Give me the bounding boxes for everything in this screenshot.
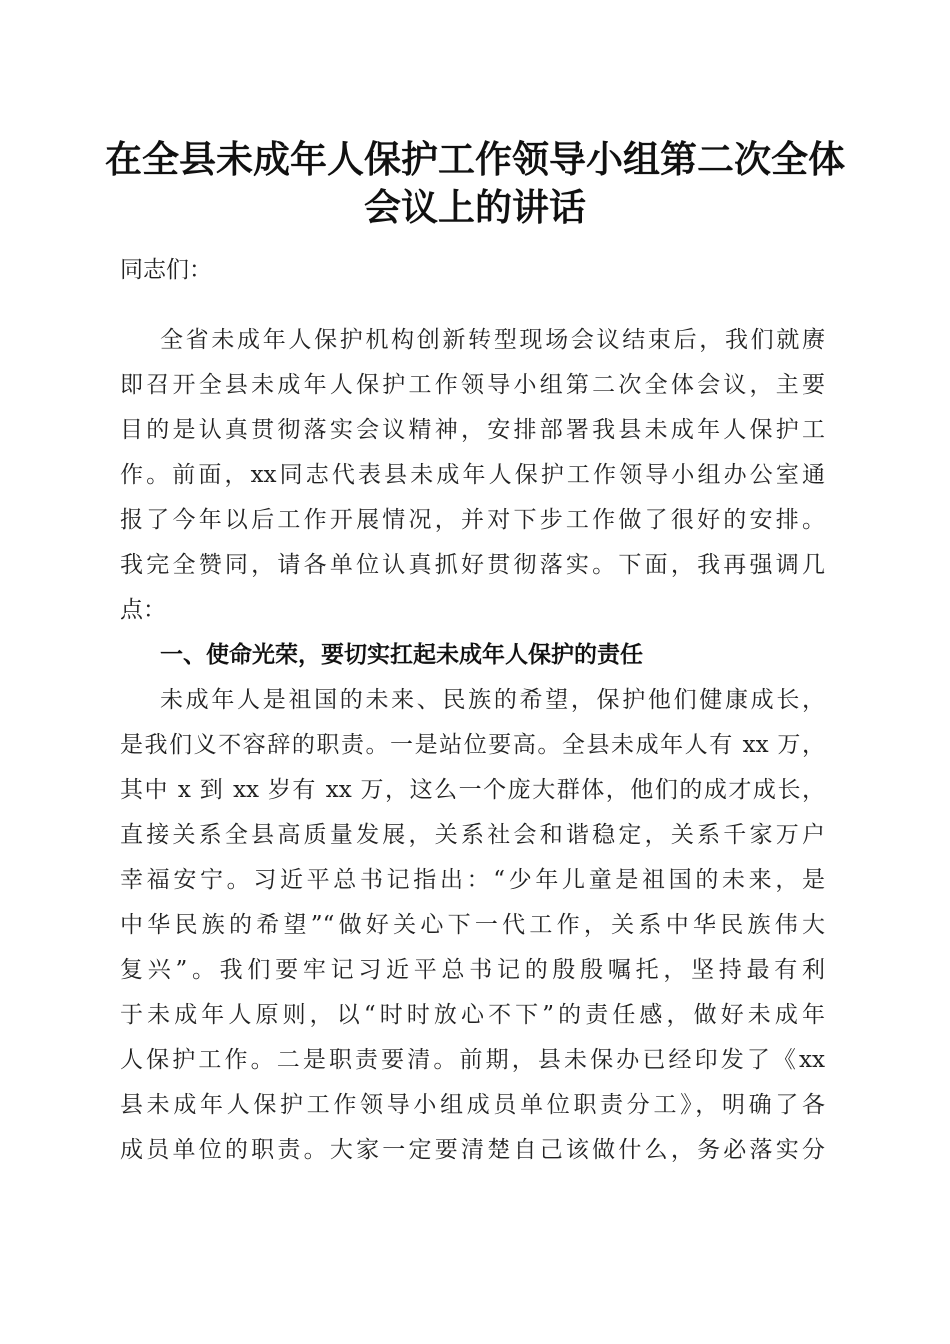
section-heading: 一、使命光荣，要切实扛起未成年人保护的责任 xyxy=(160,642,643,668)
paragraph-line: 作。前面，xx同志代表县未成年人保护工作领导小组办公室通 xyxy=(120,462,825,488)
paragraph-line: 复兴”。我们要牢记习近平总书记的殷殷嘱托，坚持最有利 xyxy=(120,957,825,983)
paragraph-line: 其中 x 到 xx 岁有 xx 万，这么一个庞大群体，他们的成才成长， xyxy=(120,777,825,803)
paragraph-line: 直接关系全县高质量发展，关系社会和谐稳定，关系千家万户 xyxy=(120,822,825,848)
document-title-line-2: 会议上的讲话 xyxy=(364,185,586,229)
paragraph-line: 点： xyxy=(120,597,166,623)
salutation: 同志们： xyxy=(120,257,212,283)
paragraph-line: 全省未成年人保护机构创新转型现场会议结束后，我们就赓 xyxy=(160,327,825,353)
document-title-line-1: 在全县未成年人保护工作领导小组第二次全体 xyxy=(105,137,845,181)
paragraph-line: 是我们义不容辞的职责。一是站位要高。全县未成年人有 xx 万， xyxy=(120,732,825,758)
paragraph-line: 未成年人是祖国的未来、民族的希望，保护他们健康成长， xyxy=(160,687,825,713)
paragraph-line: 幸福安宁。习近平总书记指出：“少年儿童是祖国的未来，是 xyxy=(120,867,825,893)
paragraph-line: 于未成年人原则，以“时时放心不下”的责任感，做好未成年 xyxy=(120,1002,825,1028)
paragraph-line: 目的是认真贯彻落实会议精神，安排部署我县未成年人保护工 xyxy=(120,417,825,443)
paragraph-line: 中华民族的希望”“做好关心下一代工作，关系中华民族伟大 xyxy=(120,912,825,938)
paragraph-line: 人保护工作。二是职责要清。前期，县未保办已经印发了《xx xyxy=(120,1047,825,1073)
paragraph-line: 县未成年人保护工作领导小组成员单位职责分工》，明确了各 xyxy=(120,1092,825,1118)
paragraph-line: 即召开全县未成年人保护工作领导小组第二次全体会议，主要 xyxy=(120,372,825,398)
paragraph-line: 成员单位的职责。大家一定要清楚自己该做什么，务必落实分 xyxy=(120,1137,825,1163)
paragraph-line: 报了今年以后工作开展情况，并对下步工作做了很好的安排。 xyxy=(120,507,825,533)
paragraph-line: 我完全赞同，请各单位认真抓好贯彻落实。下面，我再强调几 xyxy=(120,552,825,578)
